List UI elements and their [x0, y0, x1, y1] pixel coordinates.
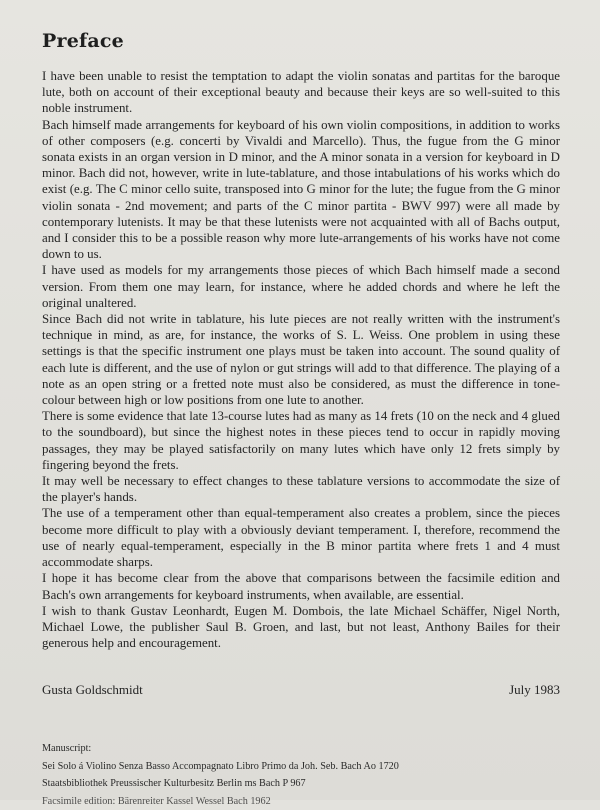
manuscript-label: Manuscript: [42, 740, 572, 758]
paragraph-intro: I have been unable to resist the temptation to adapt the violin sonatas and partitas for the baroque lute, both on account of their exceptional beauty and because their keys are so well-suited to this noble instrument. [42, 68, 560, 117]
manuscript-line: Staatsbibliothek Preussischer Kulturbesitz Berlin ms Bach P 967 [42, 775, 572, 793]
date: July 1983 [509, 682, 560, 698]
manuscript-notes [42, 740, 572, 810]
page-title: Preface [42, 30, 124, 52]
preface-body [42, 68, 560, 651]
paragraph-temperament: The use of a temperament other than equal-temperament also creates a problem, since the pieces become more difficult to play with a obviously deviant temperament. I, therefore, recommend the use of nearly equal-temperament, especially in the B minor partita where frets 1 and 4 must accommodate sharps. [42, 505, 560, 570]
author-name: Gusta Goldschmidt [42, 682, 143, 698]
paragraph-hands: It may well be necessary to effect changes to these tablature versions to accommodate the size of the player's hands. [42, 473, 560, 505]
paragraph-technique: Since Bach did not write in tablature, his lute pieces are not really written with the instrument's technique in mind, as are, for instance, the works of S. L. Weiss. One problem in using these settings is that the specific instrument one plays must be taken into account. The sound quality of each lute is different, and the use of nylon or gut strings will add to that difference. The playing of a note as an open string or a fretted note must also be considered, as must the difference in tone-colour between high or low positions from one lute to another. [42, 311, 560, 408]
paragraph-bach-arrangements: Bach himself made arrangements for keyboard of his own violin compositions, in addition to works of other composers (e.g. concerti by Vivaldi and Marcello). Thus, the fugue from the G minor sonata exists in an organ version in D minor, and the A minor sonata in a version for keyboard in D minor. Bach did not, however, write in lute-tablature, and those intabulations of his works which do exist (e.g. The C minor cello suite, transposed into G minor for the lute; the fugue from the G minor violin sonata - 2nd movement; and parts of the C minor partita - BWV 997) were all made by contemporary lutenists. It may be that these lutenists were not acquainted with all of Bachs output, and I consider this to be a possible reason why more lute-arrangements of his works have not come down to us. [42, 117, 560, 263]
paragraph-thanks: I wish to thank Gustav Leonhardt, Eugen M. Dombois, the late Michael Schäffer, Nigel North, Michael Lowe, the publisher Saul B. Groen, and last, but not least, Anthony Bailes for their generous help and encouragement. [42, 603, 560, 652]
paragraph-comparisons: I hope it has become clear from the above that comparisons between the facsimile edition and Bach's own arrangements for keyboard instruments, when available, are essential. [42, 570, 560, 602]
manuscript-line: Sei Solo á Violino Senza Basso Accompagnato Libro Primo da Joh. Seb. Bach Ao 1720 [42, 758, 572, 776]
paragraph-models: I have used as models for my arrangements those pieces of which Bach himself made a second version. From them one may learn, for instance, where he added chords and where he left the original unaltered. [42, 262, 560, 311]
paragraph-frets: There is some evidence that late 13-course lutes had as many as 14 frets (10 on the neck and 4 glued to the soundboard), but since the highest notes in these pieces tend to occur in rapidly moving passages, they may be played satisfactorily on many lutes which have only 12 frets simply by fingering beyond the frets. [42, 408, 560, 473]
facsimile-line: Facsimile edition: Bärenreiter Kassel Wessel Bach 1962 [42, 793, 572, 810]
